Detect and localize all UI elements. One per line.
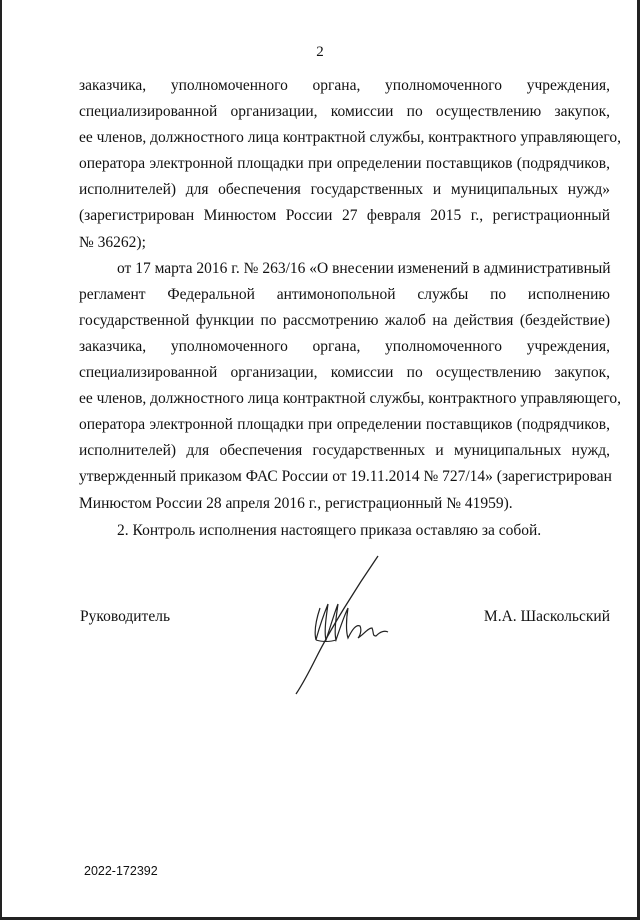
signer-title: Руководитель [80, 608, 171, 625]
text-line: исполнителей) для обеспечения государственных и муниципальных нужд» [79, 181, 610, 199]
text-line: утвержденный приказом ФАС России от 19.11.2014 № 727/14» (зарегистрирован [79, 468, 612, 486]
paragraph-1 [79, 73, 622, 256]
page-number: 2 [316, 44, 324, 60]
text-line: заказчика, уполномоченного органа, уполномоченного учреждения, [79, 337, 610, 355]
text-line: заказчика, уполномоченного органа, уполномоченного учреждения, [79, 77, 610, 94]
text-line: от 17 марта 2016 г. № 263/16 «О внесении изменений в административный [117, 259, 611, 277]
text-line: исполнителей) для обеспечения государственных и муниципальных нужд, [79, 442, 610, 460]
text-line: специализированной организации, комиссии по осуществлению закупок, [79, 364, 610, 382]
body-text [79, 73, 622, 517]
text-line: (зарегистрирован Минюстом России 27 февраля 2015 г., регистрационный [79, 207, 610, 225]
text-line: регламент Федеральной антимонопольной службы по исполнению [79, 285, 610, 303]
text-line: № 36262); [79, 233, 146, 251]
text-line: ее членов, должностного лица контрактной службы, контрактного управляющего, [79, 390, 622, 408]
signer-name: М.А. Шаскольский [483, 608, 610, 625]
page-border-left [0, 0, 2, 920]
text-line: оператора электронной площадки при определении поставщиков (подрядчиков, [79, 416, 610, 434]
item-2-text: 2. Контроль исполнения настоящего приказа оставляю за собой. [117, 522, 542, 539]
text-line: ее членов, должностного лица контрактной службы, контрактного управляющего, [79, 129, 622, 147]
paragraph-2 [79, 256, 622, 517]
text-line: специализированной организации, комиссии по осуществлению закупок, [79, 103, 610, 121]
document-number: 2022-172392 [84, 864, 158, 878]
text-line: Минюстом России 28 апреля 2016 г., регистрационный № 41959). [79, 494, 513, 512]
signature-image [286, 548, 406, 698]
text-line: оператора электронной площадки при определении поставщиков (подрядчиков, [79, 155, 610, 173]
text-line: государственной функции по рассмотрению жалоб на действия (бездействие) [79, 311, 610, 329]
